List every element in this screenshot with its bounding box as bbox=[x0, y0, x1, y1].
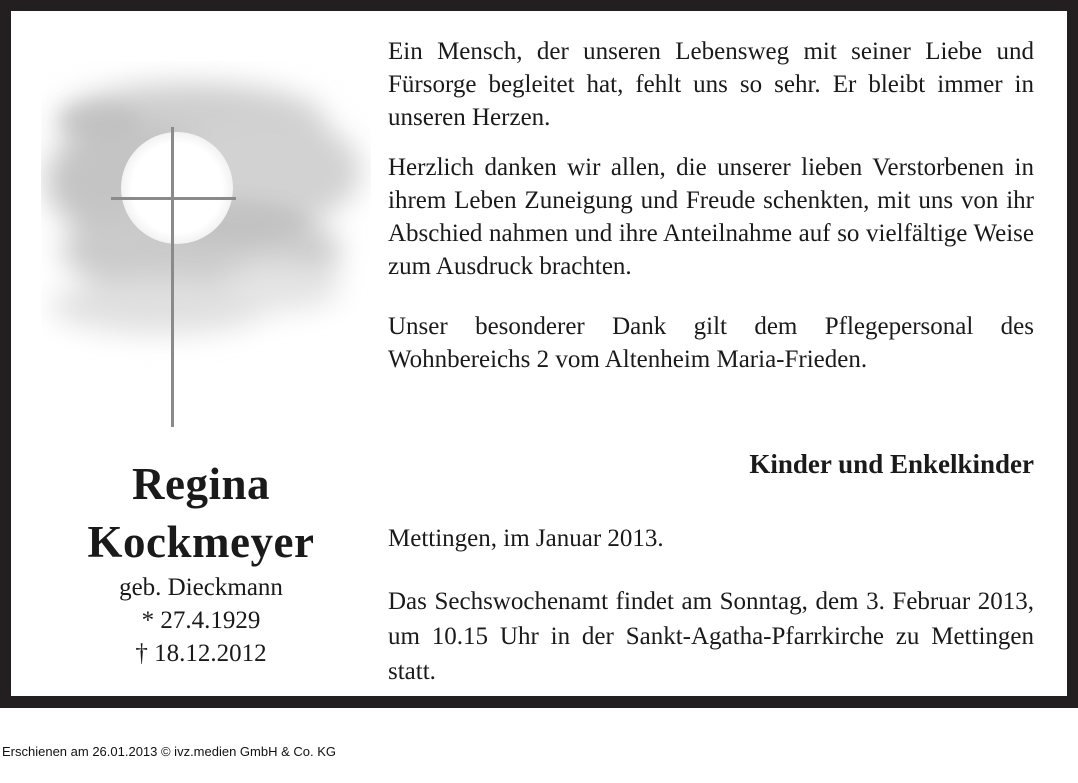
publication-footer: Erschienen am 26.01.2013 © ivz.medien GmbH & Co. KG bbox=[2, 744, 337, 759]
cross-with-moon-icon bbox=[41, 61, 371, 431]
paragraph-thanks: Herzlich danken wir allen, die unserer lieben Verstorbenen in ihrem Leben Zuneigung und Freude schenkten, mit uns von ihr Abschied nahmen und ihre Anteilnahme auf so vielfältige Weise zum Ausdruck brachten. bbox=[388, 154, 1034, 280]
last-name: Kockmeyer bbox=[87, 517, 315, 567]
first-name: Regina bbox=[132, 459, 270, 509]
birth-date: * 27.4.1929 bbox=[141, 607, 261, 634]
notice-text bbox=[388, 35, 1034, 376]
moon-shape bbox=[121, 132, 233, 244]
signature: Kinder und Enkelkinder bbox=[749, 449, 1034, 479]
obituary-card bbox=[11, 11, 1067, 696]
death-date: † 18.12.2012 bbox=[135, 640, 267, 667]
paragraph-memorial: Ein Mensch, der unseren Lebensweg mit seiner Liebe und Fürsorge begleitet hat, fehlt uns so sehr. Er bleibt immer in unseren Herzen. bbox=[388, 38, 1034, 131]
place-date: Mettingen, im Januar 2013. bbox=[388, 525, 664, 552]
mass-notice: Das Sechswochenamt findet am Sonntag, dem 3. Februar 2013, um 10.15 Uhr in der Sankt-Agatha-Pfarrkirche zu Mettingen statt. bbox=[388, 588, 1034, 685]
maiden-name: geb. Dieckmann bbox=[119, 574, 283, 601]
deceased-info bbox=[51, 455, 351, 670]
paragraph-special-thanks: Unser besonderer Dank gilt dem Pflegepersonal des Wohnbereichs 2 vom Altenheim Maria-Frieden. bbox=[388, 313, 1034, 373]
